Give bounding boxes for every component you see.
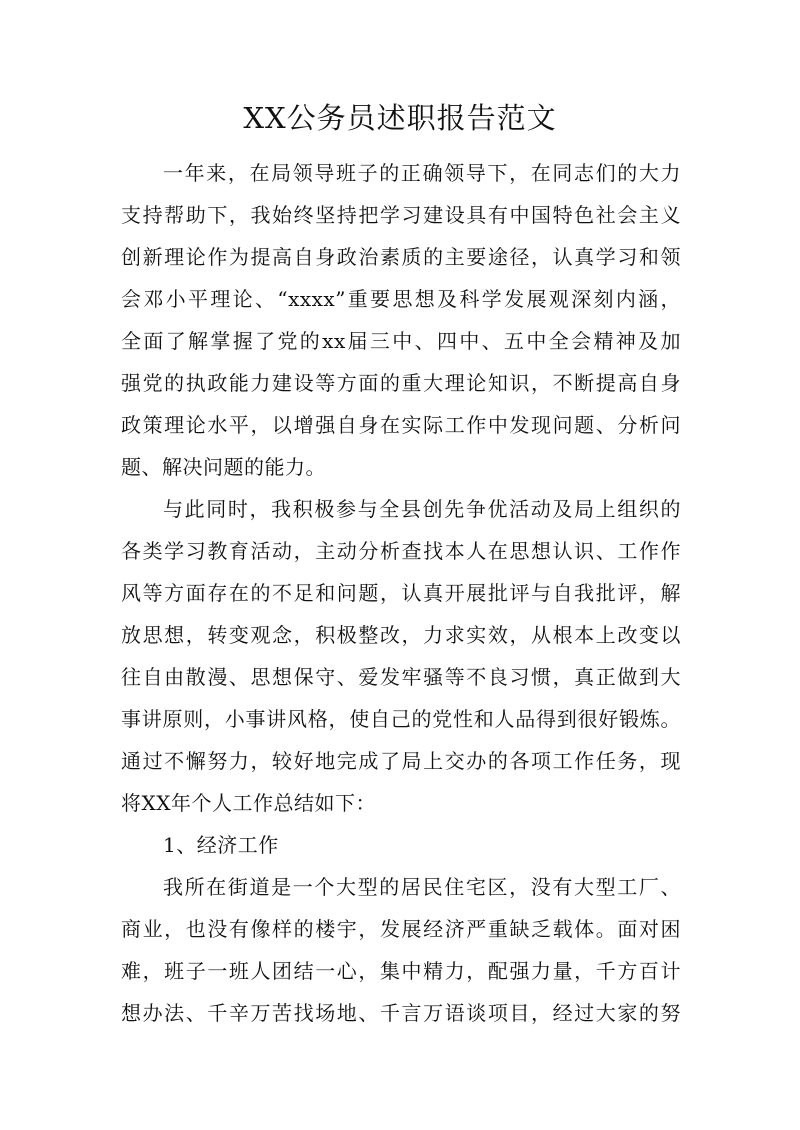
paragraph-line: 事讲原则，小事讲风格，使自己的党性和人品得到很好锻炼。 — [121, 707, 681, 731]
paragraph-line: 将XX年个人工作总结如下： — [121, 791, 376, 815]
paragraph-line: 会邓小平理论、“xxxx”重要思想及科学发展观深刻内涵， — [121, 287, 681, 311]
paragraph-line: 想办法、千辛万苦找场地、千言万语谈项目，经过大家的努 — [121, 1001, 681, 1025]
paragraph-line: 商业，也没有像样的楼宇，发展经济严重缺乏载体。面对困 — [121, 917, 681, 941]
paragraph-line: 风等方面存在的不足和问题，认真开展批评与自我批评，解 — [121, 581, 681, 605]
paragraph-line: 我所在街道是一个大型的居民住宅区，没有大型工厂、 — [163, 875, 681, 899]
paragraph-3 — [121, 866, 681, 1034]
paragraph-line: 创新理论作为提高自身政治素质的主要途径，认真学习和领 — [121, 245, 681, 269]
paragraph-line: 通过不懈努力，较好地完成了局上交办的各项工作任务，现 — [121, 749, 681, 773]
paragraph-2 — [121, 488, 681, 824]
paragraph-line: 往自由散漫、思想保守、爱发牢骚等不良习惯，真正做到大 — [121, 665, 681, 689]
document-body — [121, 152, 681, 1034]
paragraph-line: 支持帮助下，我始终坚持把学习建设具有中国特色社会主义 — [121, 203, 681, 227]
section-heading — [121, 824, 681, 866]
paragraph-line: 题、解决问题的能力。 — [121, 455, 326, 479]
paragraph-line: 放思想，转变观念，积极整改，力求实效，从根本上改变以 — [121, 623, 681, 647]
paragraph-1 — [121, 152, 681, 488]
paragraph-line: 一年来，在局领导班子的正确领导下，在同志们的大力 — [163, 161, 681, 185]
paragraph-line: 政策理论水平，以增强自身在实际工作中发现问题、分析问 — [121, 413, 681, 437]
paragraph-line: 全面了解掌握了党的xx届三中、四中、五中全会精神及加 — [121, 329, 681, 353]
paragraph-line: 各类学习教育活动，主动分析查找本人在思想认识、工作作 — [121, 539, 681, 563]
section-heading-text: 1、经济工作 — [163, 833, 279, 857]
paragraph-line: 强党的执政能力建设等方面的重大理论知识，不断提高自身 — [121, 371, 681, 395]
paragraph-line: 与此同时，我积极参与全县创先争优活动及局上组织的 — [163, 497, 681, 521]
paragraph-line: 难，班子一班人团结一心，集中精力，配强力量，千方百计 — [121, 959, 681, 983]
document-title: XX公务员述职报告范文 — [243, 101, 557, 135]
